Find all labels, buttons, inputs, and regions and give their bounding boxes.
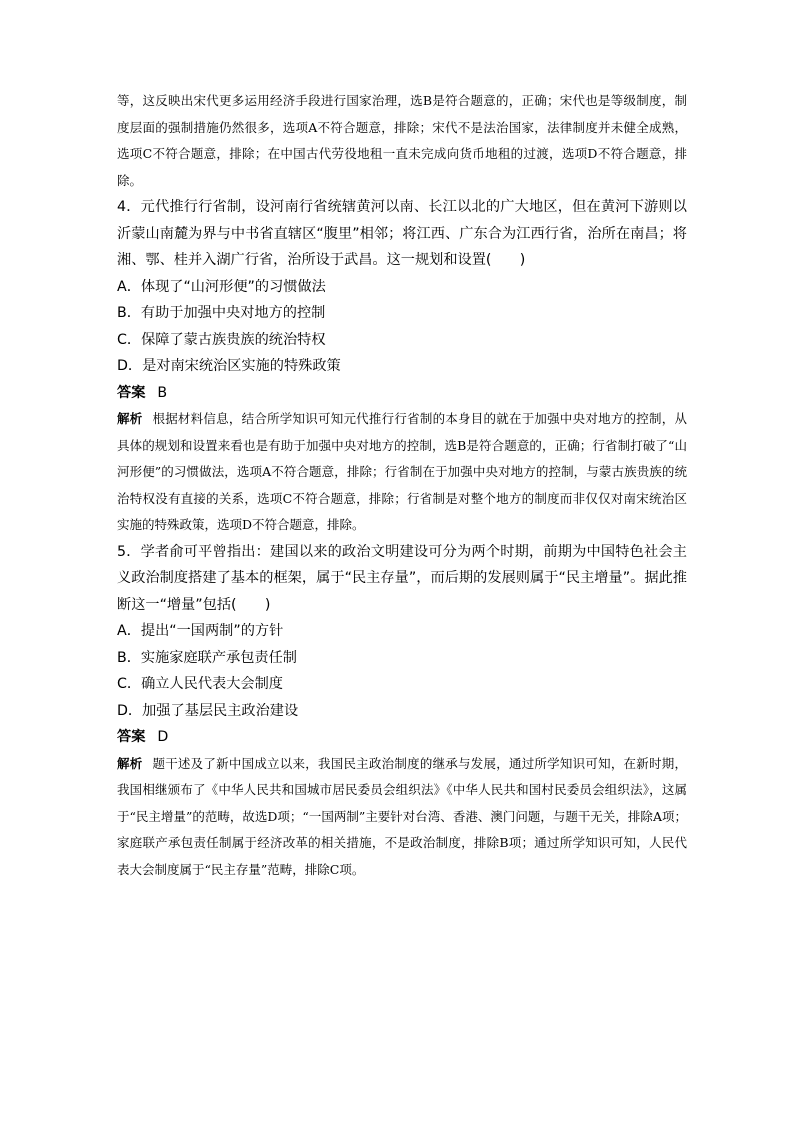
question-4-option-a: A．体现了“山河形便”的习惯做法 — [117, 278, 326, 295]
question-5-explanation — [117, 751, 687, 884]
question-5-option-c: C．确立人民代表大会制度 — [117, 676, 283, 692]
explanation-text: 题干述及了新中国成立以来，我国民主政治制度的继承与发展，通过所学知识可知，在新时期，我国相继颁布了《中华人民共和国城市居民委员会组织法》《中华人民共和国村民委员会组织法》，这属于“民主增量”的范畴，故选D项；“一国两制”主要针对台湾、香港、澳门问题，与题干无关，排除A项；家庭联产承包责任制属于经济改革的相关措施，不是政治制度，排除B项；通过所学知识可知，人民代表大会制度属于“民主存量”范畴，排除C项。 — [117, 755, 687, 877]
answer-value: B — [157, 384, 168, 401]
question-5-answer — [117, 724, 687, 751]
explanation-text: 根据材料信息，结合所学知识可知元代推行行省制的本身目的就在于加强中央对地方的控制，从具体的规划和设置来看也是有助于加强中央对地方的控制，选B是符合题意的，正确；行省制打破了“山河形便”的习惯做法，选项A不符合题意，排除；行省制在于加强中央对地方的控制，与蒙古族贵族的统治特权没有直接的关系，选项C不符合题意，排除；行省制是对整个地方的制度而非仅仅对南宋统治区实施的特殊政策，选项D不符合题意，排除。 — [117, 411, 687, 532]
answer-label: 答案 — [117, 384, 146, 401]
answer-value: D — [157, 729, 169, 745]
question-4-stem: 4．元代推行行省制，设河南行省统辖黄河以南、长江以北的广大地区，但在黄河下游则以沂蒙山南麓为界与中书省直辖区“腹里”相邻；将江西、广东合为江西行省，治所在南昌；将湘、鄂、桂并入湖广行省，治所设于武昌。这一规划和设置( ) — [117, 199, 687, 268]
question-4 — [117, 194, 687, 539]
previous-question-explanation: 等，这反映出宋代更多运用经济手段进行国家治理，选B是符合题意的，正确；宋代也是等级制度，制度层面的强制措施仍然很多，选项A不符合题意，排除；宋代不是法治国家，法律制度并未健全成熟，选项C不符合题意，排除；在中国古代劳役地租一直未完成向货币地租的过渡，选项D不符合题意，排除。 — [117, 93, 687, 188]
question-5 — [117, 539, 687, 884]
question-4-explanation — [117, 406, 687, 539]
explanation-label: 解析 — [117, 411, 143, 426]
question-4-option-c: C．保障了蒙古族贵族的统治特权 — [117, 331, 326, 348]
document-page — [117, 88, 687, 883]
question-5-stem: 5．学者俞可平曾指出：建国以来的政治文明建设可分为两个时期，前期为中国特色社会主义政治制度搭建了基本的框架，属于“民主存量”，而后期的发展则属于“民主增量”。据此推断这一“增量”包括( ) — [117, 543, 687, 613]
explanation-label: 解析 — [117, 755, 143, 771]
question-4-option-b: B．有助于加强中央对地方的控制 — [117, 305, 326, 321]
question-5-option-d: D．加强了基层民主政治建设 — [117, 702, 299, 719]
question-5-option-a: A．提出“一国两制”的方针 — [117, 623, 284, 639]
question-5-option-b: B．实施家庭联产承包责任制 — [117, 649, 297, 666]
question-4-answer — [117, 380, 687, 407]
question-4-option-d: D．是对南宋统治区实施的特殊政策 — [117, 358, 341, 374]
answer-label: 答案 — [117, 729, 146, 745]
